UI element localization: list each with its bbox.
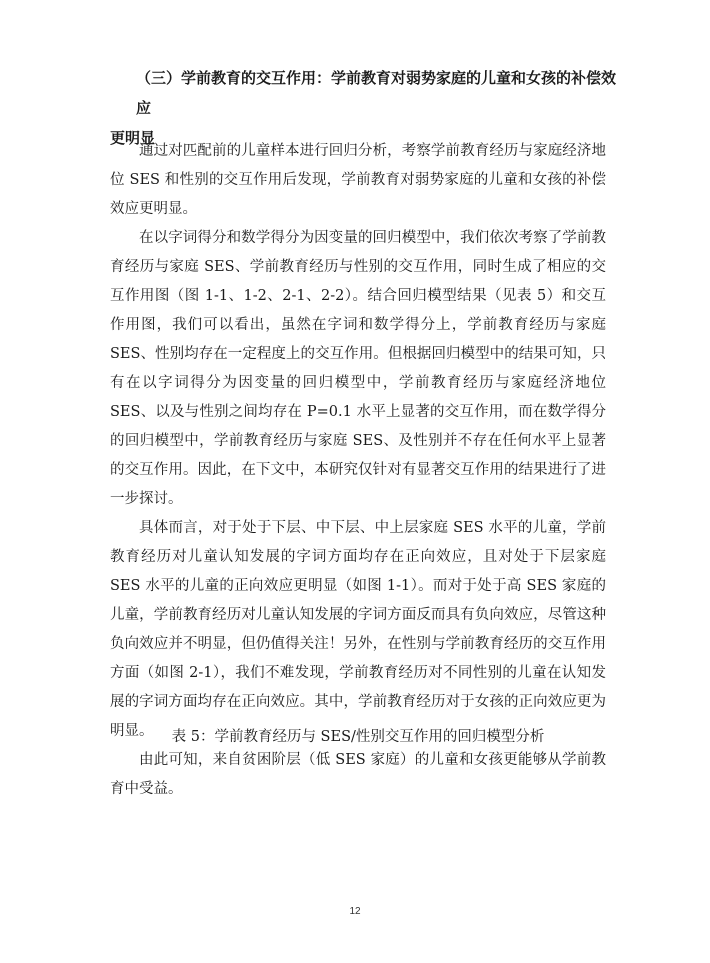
paragraph-4: 由此可知，来自贫困阶层（低 SES 家庭）的儿童和女孩更能够从学前教育中受益。 (110, 752, 606, 797)
page-number: 12 (349, 906, 361, 917)
table-caption: 表 5：学前教育经历与 SES/性别交互作用的回归模型分析 (171, 729, 545, 745)
paragraph-1: 通过对匹配前的儿童样本进行回归分析，考察学前教育经历与家庭经济地位 SES 和性别的交互作用后发现，学前教育对弱势家庭的儿童和女孩的补偿效应更明显。 (110, 143, 606, 217)
section-heading-line-2: 更明显 (110, 129, 156, 147)
paragraph-2: 在以字词得分和数学得分为因变量的回归模型中，我们依次考察了学前教育经历与家庭 SES、学前教育经历与性别的交互作用，同时生成了相应的交互作用图（图 1-1、1-2、2-1、2-2）。结合回归模型结果（见表 5）和交互作用图，我们可以看出，虽然在字词和数学得分上，学前教育经历与家庭 SES、性别均存在一定程度上的交互作用。但根据回归模型中的结果可知，只有在以字词得分为因变量的回归模型中，学前教育经历与家庭经济地位 SES、以及与性别之间均存在 P=0.1 水平上显著的交互作用，而在数学得分的回归模型中，学前教育经历与家庭 SES、及性别并不存在任何水平上显著的交互作用。因此，在下文中，本研究仅针对有显著交互作用的结果进行了进一步探讨。 (110, 230, 606, 507)
section-heading-line-1: （三）学前教育的交互作用：学前教育对弱势家庭的儿童和女孩的补偿效应 (136, 69, 617, 117)
paragraph-3: 具体而言，对于处于下层、中下层、中上层家庭 SES 水平的儿童，学前教育经历对儿童认知发展的字词方面均存在正向效应，且对处于下层家庭 SES 水平的儿童的正向效应更明显（如图 1-1）。而对于处于高 SES 家庭的儿童，学前教育经历对儿童认知发展的字词方面反而具有负向效应，尽管这种负向效应并不明显，但仍值得关注！另外，在性别与学前教育经历的交互作用方面（如图 2-1），我们不难发现，学前教育经历对不同性别的儿童在认知发展的字词方面均存在正向效应。其中，学前教育经历对于女孩的正向效应更为明显。 (110, 520, 606, 739)
body-text (110, 137, 606, 804)
